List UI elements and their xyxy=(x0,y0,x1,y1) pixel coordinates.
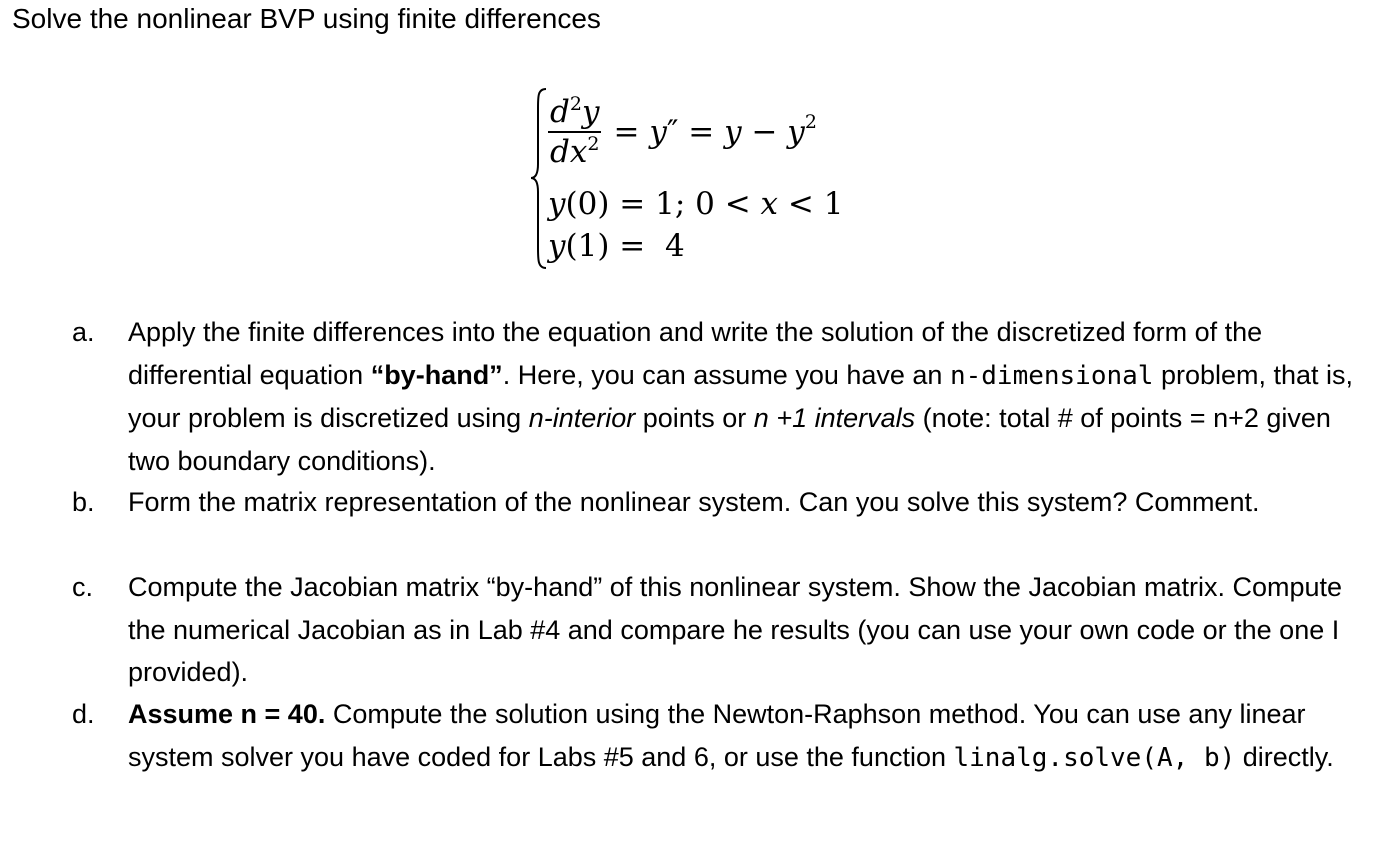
fraction-denominator: $dx^2$ xyxy=(550,133,600,170)
text-run: points or xyxy=(635,403,754,433)
list-item-text xyxy=(128,693,1364,779)
left-brace-icon xyxy=(530,86,548,271)
list-marker: a. xyxy=(72,317,95,347)
italic-text: n +1 intervals xyxy=(753,403,916,433)
list-marker: b. xyxy=(72,487,95,517)
list-marker: d. xyxy=(72,699,95,729)
list-item-text xyxy=(128,311,1364,482)
second-derivative-fraction xyxy=(548,93,601,171)
bold-text: Assume n = 40. xyxy=(128,699,326,729)
text-run: Apply the finite differences into the equation and write the solution of the discretized form of the differential equation xyxy=(128,317,1263,390)
page-title: Solve the nonlinear BVP using finite differences xyxy=(12,3,601,34)
list-marker: c. xyxy=(72,572,94,602)
bold-text: “by-hand” xyxy=(370,359,503,390)
bvp-equation-system xyxy=(530,86,890,271)
text-run: problem, that is, your problem is discretized using xyxy=(128,359,1354,433)
list-item-text: Form the matrix representation of the nonlinear system. Can you solve this system? Comment. xyxy=(128,487,1260,517)
text-run: . Here, you can assume you have an xyxy=(502,359,950,390)
text-run: directly. xyxy=(1235,741,1334,772)
ode-right-hand-side: = $y'' = y - y^2$ xyxy=(613,111,817,150)
boundary-condition-left: y(0) = 1; 0 < x < 1 xyxy=(548,186,844,222)
code-text: n-dimensional xyxy=(949,360,1154,391)
italic-text: n-interior xyxy=(528,403,636,433)
boundary-condition-right: y(1) = 4 xyxy=(548,228,685,264)
fraction-numerator: $d^2y$ xyxy=(550,93,600,130)
text-run: Compute the solution using the Newton-Raphson method. You can use any linear system solver you have coded for Labs #5 and 6, or use the function xyxy=(128,699,1306,772)
text-run: (note: total # of points = n+2 given two boundary conditions). xyxy=(128,403,1331,476)
ode-line xyxy=(548,86,817,178)
list-item-text: Compute the Jacobian matrix “by-hand” of this nonlinear system. Show the Jacobian matrix. Compute the numerical Jacobian as in Lab #4 and compare he results (you can use your own code or the one I provided). xyxy=(128,572,1343,687)
code-text: linalg.solve(A, b) xyxy=(953,742,1236,773)
